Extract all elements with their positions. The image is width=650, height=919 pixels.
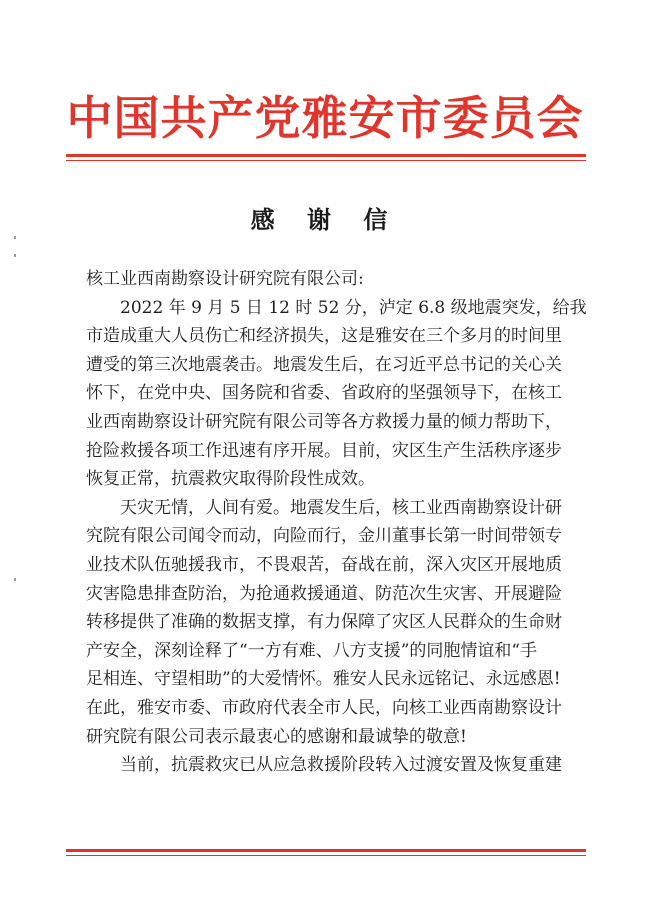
paragraph-line: 市造成重大人员伤亡和经济损失，这是雅安在三个多月的时间里 bbox=[86, 326, 562, 347]
paragraph-line: 当前，抗震救灾已从应急救援阶段转入过渡安置及恢复重建 bbox=[120, 755, 562, 776]
paragraph-line: 研究院有限公司表示最衷心的感谢和最诚挚的敬意! bbox=[86, 726, 467, 747]
letter-body bbox=[86, 265, 587, 780]
salutation: 核工业西南勘察设计研究院有限公司: bbox=[86, 269, 364, 289]
document-title: 感 谢 信 bbox=[250, 205, 400, 234]
scan-margin-mark bbox=[14, 254, 16, 257]
paragraph-line: 恢复正常，抗震救灾取得阶段性成效。 bbox=[86, 469, 375, 490]
paragraph-line: 灾害隐患排查防治，为抢通救援通道、防范次生灾害、开展避险 bbox=[86, 583, 562, 604]
paragraph-line: 产安全，深刻诠释了“一方有难、八方支援”的同胞情谊和“手 bbox=[86, 640, 538, 661]
scan-margin-mark bbox=[14, 236, 16, 239]
paragraph-line: 遭受的第三次地震袭击。地震发生后，在习近平总书记的关心关 bbox=[86, 354, 562, 375]
footer-rule-thick bbox=[66, 849, 586, 852]
paragraph-line: 抢险救援各项工作迅速有序开展。目前，灾区生产生活秩序逐步 bbox=[86, 440, 562, 461]
paragraph-line: 转移提供了准确的数据支撑，有力保障了灾区人民群众的生命财 bbox=[86, 612, 562, 633]
paragraph-line: 业西南勘察设计研究院有限公司等各方救援力量的倾力帮助下， bbox=[86, 411, 562, 432]
paragraph-line: 足相连、守望相助”的大爱情怀。雅安人民永远铭记、永远感恩! bbox=[86, 669, 561, 690]
paragraph-line: 2022 年 9 月 5 日 12 时 52 分，泸定 6.8 级地震突发，给我 bbox=[120, 297, 587, 318]
paragraph-line: 究院有限公司闻令而动，向险而行，金川董事长第一时间带领专 bbox=[86, 526, 562, 547]
paragraph-line: 天灾无情，人间有爱。地震发生后，核工业西南勘察设计研 bbox=[120, 497, 562, 518]
organization-letterhead: 中国共产党雅安市委员会 bbox=[66, 91, 584, 145]
paragraph-line: 在此，雅安市委、市政府代表全市人民，向核工业西南勘察设计 bbox=[86, 697, 562, 718]
footer-rule-thin bbox=[66, 855, 586, 856]
paragraph-line: 怀下，在党中央、国务院和省委、省政府的坚强领导下，在核工 bbox=[86, 383, 562, 404]
scan-margin-mark bbox=[14, 578, 16, 581]
letterhead-rule-thin bbox=[66, 160, 586, 161]
letterhead-rule-thick bbox=[66, 154, 586, 157]
paragraph-line: 业技术队伍驰援我市，不畏艰苦，奋战在前，深入灾区开展地质 bbox=[86, 554, 562, 575]
